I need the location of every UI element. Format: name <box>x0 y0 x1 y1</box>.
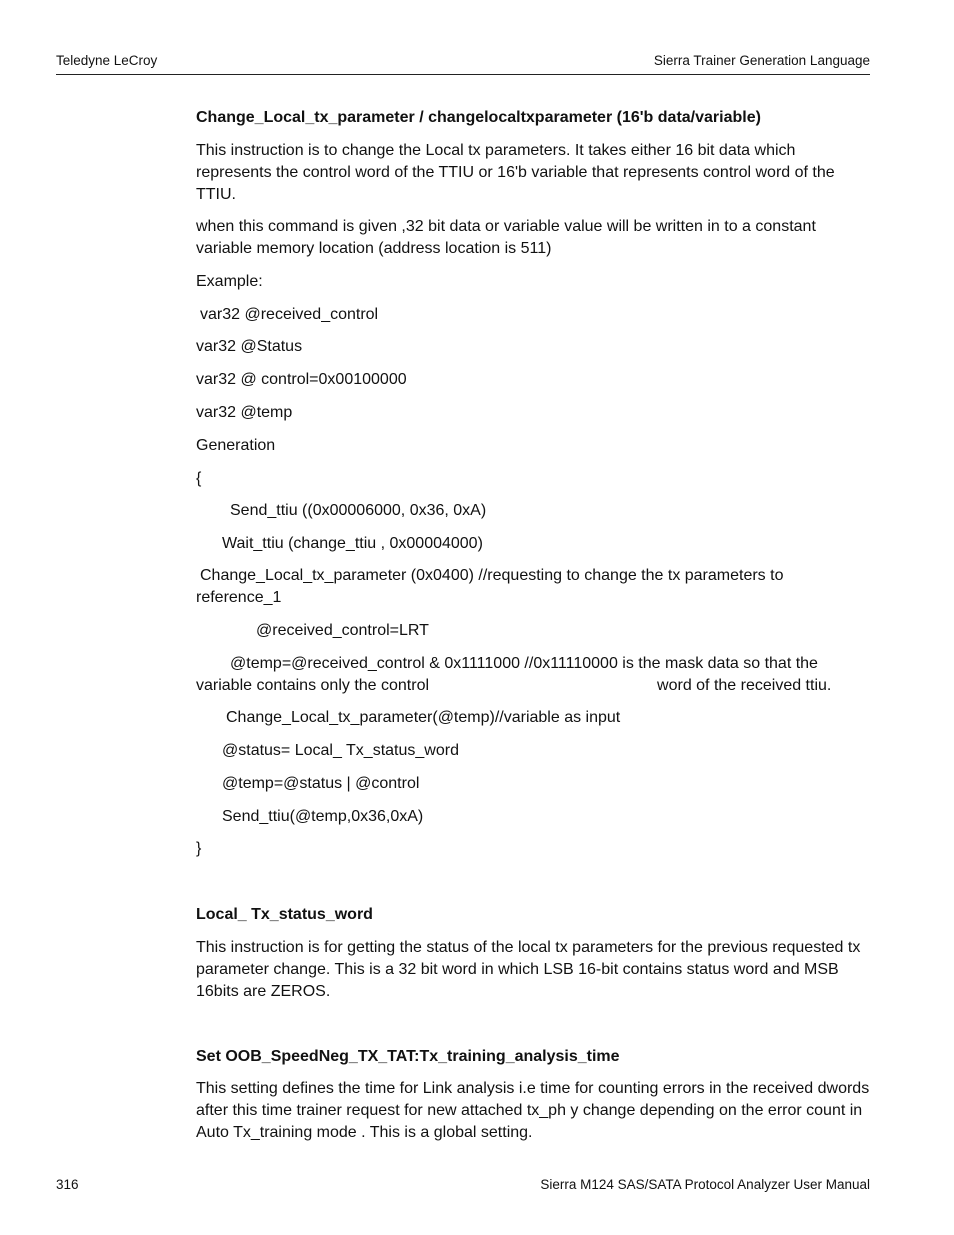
code-line: @status= Local_ Tx_status_word <box>222 742 459 759</box>
code-line: @temp=@received_control & 0x1111000 //0x11110000 is the mask data so that the <box>230 655 818 672</box>
code-line: } <box>196 840 202 857</box>
page-number: 316 <box>56 1177 79 1192</box>
header-company: Teledyne LeCroy <box>56 53 158 68</box>
example-label: Example: <box>196 273 263 290</box>
footer-manual-title: Sierra M124 SAS/SATA Protocol Analyzer User Manual <box>540 1177 870 1192</box>
code-line: Change_Local_tx_parameter (0x0400) //requesting to change the tx parameters to reference_1 <box>196 567 784 606</box>
code-line: { <box>196 470 202 487</box>
code-line: var32 @received_control <box>200 306 379 323</box>
code-line: Send_ttiu ((0x00006000, 0x36, 0xA) <box>230 502 487 519</box>
code-line: Change_Local_tx_parameter(@temp)//variable as input <box>226 709 621 726</box>
paragraph-description: This instruction is to change the Local tx parameters. It takes either 16 bit data which represents the control word of the TTIU or 16'b variable that represents control word of the TTIU. <box>196 142 835 203</box>
paragraph-status-word: This instruction is for getting the status of the local tx parameters for the previous requested tx parameter change. This is a 32 bit word in which LSB 16-bit contains status word and MSB 16bits are ZEROS. <box>196 939 861 1000</box>
code-line: Send_ttiu(@temp,0x36,0xA) <box>222 808 424 825</box>
code-line: Generation <box>196 437 276 454</box>
code-line: @temp=@status | @control <box>222 775 420 792</box>
section-heading-oob-speedneg: Set OOB_SpeedNeg_TX_TAT:Tx_training_analysis_time <box>196 1048 620 1065</box>
code-line: @received_control=LRT <box>256 622 429 639</box>
header-divider <box>56 74 870 75</box>
code-text: word of the received ttiu. <box>657 677 832 694</box>
code-line <box>196 675 870 697</box>
code-line: var32 @ control=0x00100000 <box>196 371 407 388</box>
section-heading-local-tx-status-word: Local_ Tx_status_word <box>196 906 373 923</box>
code-line: var32 @Status <box>196 338 303 355</box>
paragraph-memory-location: when this command is given ,32 bit data or variable value will be written in to a constant variable memory location (address location is 511) <box>196 218 816 257</box>
header-doc-section: Sierra Trainer Generation Language <box>653 53 870 68</box>
code-line: var32 @temp <box>196 404 293 421</box>
paragraph-training-analysis: This setting defines the time for Link analysis i.e time for counting errors in the received dwords after this time trainer request for new attached tx_ph y change depending on the error count in Auto Tx_training mode . This is a global setting. <box>196 1080 870 1141</box>
code-line: Wait_ttiu (change_ttiu , 0x00004000) <box>222 535 483 552</box>
section-heading-change-local-tx: Change_Local_tx_parameter / changelocaltxparameter (16'b data/variable) <box>196 109 761 126</box>
code-text: variable contains only the control <box>196 677 430 694</box>
